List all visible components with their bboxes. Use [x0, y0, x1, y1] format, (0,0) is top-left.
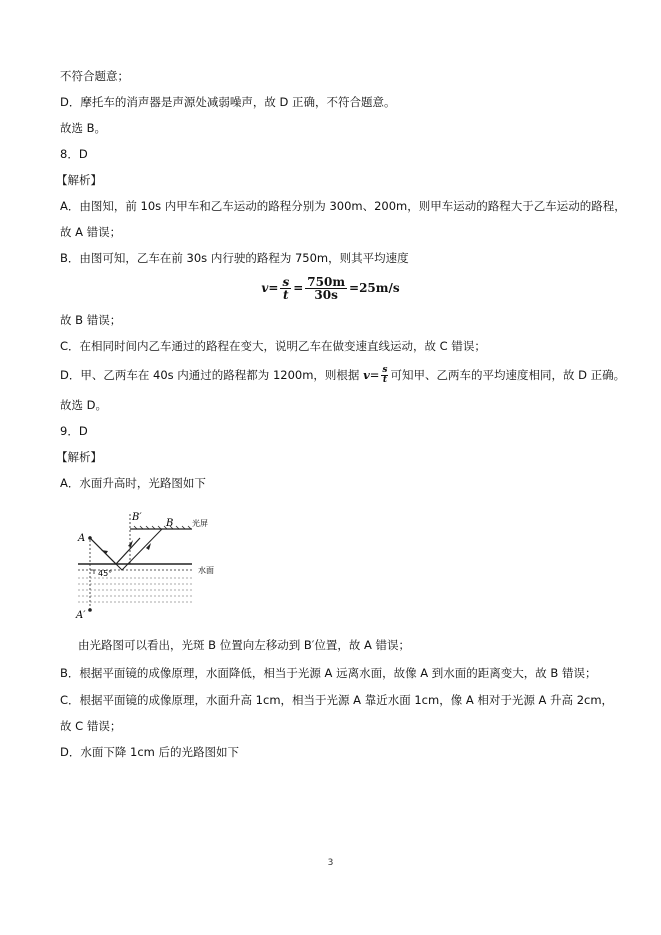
analysis-heading: 【解析】: [56, 173, 102, 187]
text-line: B．由图可知，乙车在前 30s 内行驶的路程为 750m，则其平均速度: [60, 251, 409, 265]
text-line: 故选 B。: [60, 121, 107, 135]
point-A-prime: [88, 608, 92, 612]
question-answer: 8．D: [60, 147, 88, 161]
label-A: A: [78, 533, 86, 544]
label-water: 水面: [198, 566, 214, 575]
label-B-prime: B′: [132, 512, 142, 523]
label-A-prime: A′: [76, 610, 86, 621]
light-path-diagram: [70, 506, 230, 621]
text-line: 故选 D。: [60, 398, 108, 412]
label-B: B: [166, 518, 174, 529]
light-ray-new: [90, 538, 140, 564]
text-line: D．摩托车的消声器是声源处减弱噪声，故 D 正确，不符合题意。: [60, 95, 396, 109]
text-line: 由光路图可以看出，光斑 B 位置向左移动到 B′位置，故 A 错误；: [78, 638, 411, 652]
text-line: C．根据平面镜的成像原理，水面升高 1cm，相当于光源 A 靠近水面 1cm，像 A 相对于光源 A 升高 2cm，: [60, 693, 614, 707]
label-angle: 45°: [98, 569, 113, 578]
text-line: 故 B 错误；: [60, 313, 122, 327]
velocity-formula: v= $\frac{s}{t}$ = $\frac{750m}{30s}$ =25m/s: [261, 275, 400, 302]
question-answer: 9．D: [60, 424, 88, 438]
label-screen: 光屏: [192, 519, 208, 528]
analysis-heading: 【解析】: [56, 450, 102, 464]
text-line: A．水面升高时，光路图如下: [60, 476, 206, 490]
text-line: A．由图知，前 10s 内甲车和乙车运动的路程分别为 300m、200m，则甲车运动的路程大于乙车运动的路程，: [60, 199, 626, 213]
text-line-with-formula: D．甲、乙两车在 40s 内通过的路程都为 1200m，则根据 v= $\frac{s}{t}$ 可知甲、乙两车的平均速度相同，故 D 正确。: [60, 365, 626, 385]
text-line: 不符合题意；: [60, 69, 129, 83]
arrow-icon: [101, 550, 108, 554]
point-A: [88, 536, 92, 540]
text-line: D．水面下降 1cm 后的光路图如下: [60, 745, 240, 759]
text-line: B．根据平面镜的成像原理，水面降低，相当于光源 A 远离水面，故像 A 到水面的距离变大，故 B 错误；: [60, 666, 597, 680]
page-number: 3: [327, 858, 334, 868]
text-line: 故 A 错误；: [60, 225, 122, 239]
text-line: C．在相同时间内乙车通过的路程在变大，说明乙车在做变速直线运动，故 C 错误；: [60, 339, 486, 353]
text-line: 故 C 错误；: [60, 719, 122, 733]
